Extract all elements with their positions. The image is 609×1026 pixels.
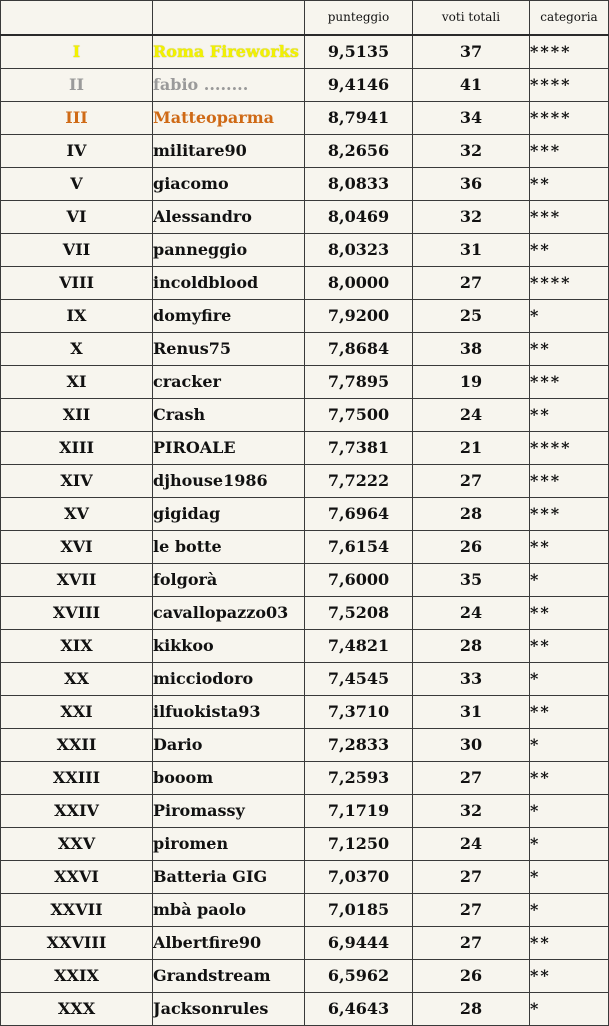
rank-cell: VI [1, 201, 153, 234]
table-row [1, 135, 609, 168]
rank-cell: XXVIII [1, 927, 153, 960]
score-cell: 7,7222 [305, 465, 413, 498]
table-row [1, 102, 609, 135]
score-cell: 7,0185 [305, 894, 413, 927]
category-cell: ** [530, 333, 609, 366]
rank-cell: XXVI [1, 861, 153, 894]
name-cell: Alessandro [153, 201, 305, 234]
score-cell: 7,8684 [305, 333, 413, 366]
name-cell: Jacksonrules [153, 993, 305, 1026]
score-cell: 7,9200 [305, 300, 413, 333]
rank-cell: XX [1, 663, 153, 696]
table-row [1, 663, 609, 696]
votes-cell: 33 [413, 663, 530, 696]
votes-cell: 24 [413, 597, 530, 630]
category-cell: ** [530, 234, 609, 267]
score-cell: 7,6964 [305, 498, 413, 531]
table-row [1, 333, 609, 366]
table-row [1, 927, 609, 960]
name-cell: panneggio [153, 234, 305, 267]
score-cell: 7,1250 [305, 828, 413, 861]
category-cell: ** [530, 960, 609, 993]
table-row [1, 597, 609, 630]
category-cell: **** [530, 69, 609, 102]
category-cell: * [530, 663, 609, 696]
votes-cell: 27 [413, 861, 530, 894]
category-cell: ** [530, 696, 609, 729]
votes-cell: 25 [413, 300, 530, 333]
name-cell: Renus75 [153, 333, 305, 366]
category-cell: * [530, 564, 609, 597]
rank-cell: II [1, 69, 153, 102]
rank-cell: XXIV [1, 795, 153, 828]
table-row [1, 861, 609, 894]
rank-cell: IV [1, 135, 153, 168]
score-cell: 7,1719 [305, 795, 413, 828]
table-row [1, 267, 609, 300]
score-cell: 6,4643 [305, 993, 413, 1026]
rank-cell: VIII [1, 267, 153, 300]
name-cell: domyfire [153, 300, 305, 333]
score-cell: 7,6000 [305, 564, 413, 597]
category-cell: ** [530, 630, 609, 663]
rank-cell: XXV [1, 828, 153, 861]
score-cell: 8,0833 [305, 168, 413, 201]
rank-cell: VII [1, 234, 153, 267]
category-cell: **** [530, 102, 609, 135]
table-row [1, 762, 609, 795]
table-row [1, 729, 609, 762]
rank-cell: XI [1, 366, 153, 399]
score-cell: 7,7500 [305, 399, 413, 432]
rank-cell: V [1, 168, 153, 201]
category-cell: *** [530, 366, 609, 399]
table-row [1, 894, 609, 927]
table-row [1, 531, 609, 564]
rank-cell: XVIII [1, 597, 153, 630]
score-cell: 7,2833 [305, 729, 413, 762]
table-row [1, 630, 609, 663]
rank-cell: IX [1, 300, 153, 333]
score-cell: 7,5208 [305, 597, 413, 630]
score-cell: 7,7381 [305, 432, 413, 465]
votes-cell: 28 [413, 498, 530, 531]
rank-cell: XVII [1, 564, 153, 597]
votes-cell: 26 [413, 960, 530, 993]
score-cell: 7,7895 [305, 366, 413, 399]
votes-cell: 19 [413, 366, 530, 399]
category-cell: * [530, 993, 609, 1026]
votes-cell: 27 [413, 465, 530, 498]
category-cell: *** [530, 498, 609, 531]
name-cell: piromen [153, 828, 305, 861]
rank-cell: I [1, 35, 153, 69]
category-cell: **** [530, 35, 609, 69]
table-row [1, 960, 609, 993]
header-votes: voti totali [413, 1, 530, 36]
votes-cell: 35 [413, 564, 530, 597]
name-cell: giacomo [153, 168, 305, 201]
table-row [1, 399, 609, 432]
rank-cell: XXIX [1, 960, 153, 993]
score-cell: 7,0370 [305, 861, 413, 894]
score-cell: 9,4146 [305, 69, 413, 102]
score-cell: 7,6154 [305, 531, 413, 564]
name-cell: incoldblood [153, 267, 305, 300]
header-name [153, 1, 305, 36]
table-row [1, 300, 609, 333]
table-row [1, 795, 609, 828]
score-cell: 8,2656 [305, 135, 413, 168]
score-cell: 7,3710 [305, 696, 413, 729]
rank-cell: XXVII [1, 894, 153, 927]
category-cell: *** [530, 201, 609, 234]
category-cell: **** [530, 432, 609, 465]
category-cell: ** [530, 168, 609, 201]
table-row [1, 35, 609, 69]
rank-cell: XXX [1, 993, 153, 1026]
rank-cell: XIV [1, 465, 153, 498]
name-cell: micciodoro [153, 663, 305, 696]
table-row [1, 168, 609, 201]
name-cell: djhouse1986 [153, 465, 305, 498]
category-cell: ** [530, 762, 609, 795]
score-cell: 7,4821 [305, 630, 413, 663]
score-cell: 8,0469 [305, 201, 413, 234]
rank-cell: XXII [1, 729, 153, 762]
rank-cell: XXI [1, 696, 153, 729]
votes-cell: 41 [413, 69, 530, 102]
category-cell: ** [530, 399, 609, 432]
table-row [1, 432, 609, 465]
score-cell: 7,4545 [305, 663, 413, 696]
score-cell: 9,5135 [305, 35, 413, 69]
name-cell: gigidag [153, 498, 305, 531]
rank-cell: XVI [1, 531, 153, 564]
name-cell: Crash [153, 399, 305, 432]
votes-cell: 31 [413, 696, 530, 729]
name-cell: cavallopazzo03 [153, 597, 305, 630]
score-cell: 7,2593 [305, 762, 413, 795]
category-cell: * [530, 795, 609, 828]
table-row [1, 465, 609, 498]
category-cell: * [530, 861, 609, 894]
category-cell: * [530, 828, 609, 861]
category-cell: *** [530, 465, 609, 498]
name-cell: Batteria GIG [153, 861, 305, 894]
votes-cell: 26 [413, 531, 530, 564]
rank-cell: XV [1, 498, 153, 531]
category-cell: * [530, 300, 609, 333]
votes-cell: 30 [413, 729, 530, 762]
table-row [1, 498, 609, 531]
name-cell: Roma Fireworks [153, 35, 305, 69]
table-row [1, 696, 609, 729]
rank-cell: XII [1, 399, 153, 432]
name-cell: Piromassy [153, 795, 305, 828]
header-category: categoria [530, 1, 609, 36]
votes-cell: 28 [413, 630, 530, 663]
category-cell: ** [530, 927, 609, 960]
name-cell: fabio ........ [153, 69, 305, 102]
votes-cell: 38 [413, 333, 530, 366]
votes-cell: 24 [413, 399, 530, 432]
name-cell: militare90 [153, 135, 305, 168]
votes-cell: 37 [413, 35, 530, 69]
category-cell: ** [530, 597, 609, 630]
header-row [1, 1, 609, 36]
votes-cell: 27 [413, 267, 530, 300]
table-row [1, 366, 609, 399]
category-cell: *** [530, 135, 609, 168]
name-cell: mbà paolo [153, 894, 305, 927]
name-cell: PIROALE [153, 432, 305, 465]
name-cell: Dario [153, 729, 305, 762]
votes-cell: 32 [413, 135, 530, 168]
score-cell: 6,9444 [305, 927, 413, 960]
table-row [1, 993, 609, 1026]
name-cell: cracker [153, 366, 305, 399]
votes-cell: 31 [413, 234, 530, 267]
name-cell: booom [153, 762, 305, 795]
name-cell: folgorà [153, 564, 305, 597]
category-cell: ** [530, 531, 609, 564]
category-cell: * [530, 729, 609, 762]
rank-cell: XXIII [1, 762, 153, 795]
score-cell: 6,5962 [305, 960, 413, 993]
header-rank [1, 1, 153, 36]
votes-cell: 27 [413, 894, 530, 927]
rank-cell: III [1, 102, 153, 135]
name-cell: Matteoparma [153, 102, 305, 135]
votes-cell: 21 [413, 432, 530, 465]
category-cell: * [530, 894, 609, 927]
table-row [1, 564, 609, 597]
votes-cell: 27 [413, 762, 530, 795]
table-row [1, 234, 609, 267]
score-cell: 8,0323 [305, 234, 413, 267]
votes-cell: 34 [413, 102, 530, 135]
votes-cell: 24 [413, 828, 530, 861]
name-cell: ilfuokista93 [153, 696, 305, 729]
header-score: punteggio [305, 1, 413, 36]
rank-cell: XIII [1, 432, 153, 465]
name-cell: Albertfire90 [153, 927, 305, 960]
name-cell: kikkoo [153, 630, 305, 663]
votes-cell: 32 [413, 201, 530, 234]
rank-cell: X [1, 333, 153, 366]
votes-cell: 27 [413, 927, 530, 960]
category-cell: **** [530, 267, 609, 300]
name-cell: Grandstream [153, 960, 305, 993]
table-row [1, 828, 609, 861]
votes-cell: 36 [413, 168, 530, 201]
score-cell: 8,0000 [305, 267, 413, 300]
score-cell: 8,7941 [305, 102, 413, 135]
rank-cell: XIX [1, 630, 153, 663]
name-cell: le botte [153, 531, 305, 564]
table-row [1, 201, 609, 234]
votes-cell: 32 [413, 795, 530, 828]
table-row [1, 69, 609, 102]
votes-cell: 28 [413, 993, 530, 1026]
